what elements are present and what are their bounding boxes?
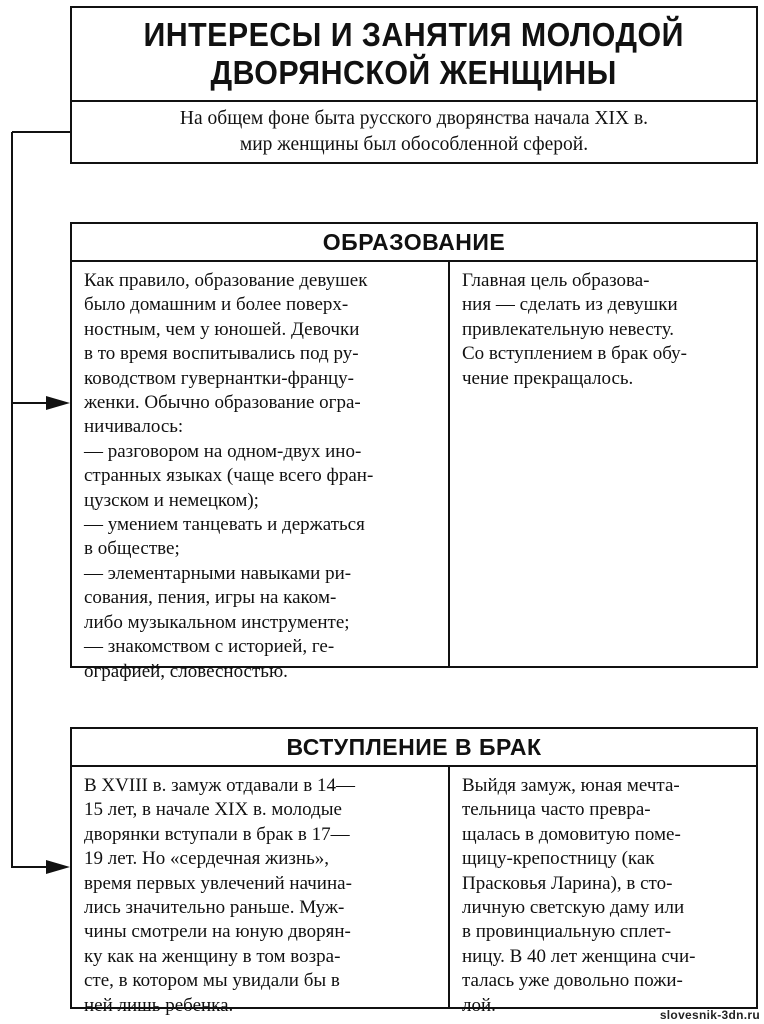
text-line: ницу. В 40 лет женщина счи- — [462, 945, 696, 967]
arrow-to-marriage-head — [46, 860, 70, 874]
text-line: — знакомством с историей, ге- — [84, 636, 335, 658]
text-line: ния — сделать из девушки — [462, 294, 678, 316]
marriage-left-text — [84, 774, 440, 1018]
text-line: Со вступлением в брак обу- — [462, 343, 687, 365]
text-line: — элементарными навыками ри- — [84, 562, 352, 584]
text-line: было домашним и более поверх- — [84, 294, 349, 316]
text-line: сования, пения, игры на каком- — [84, 587, 337, 609]
intro-line-1: На общем фоне быта русского дворянства начала XIX в. — [179, 108, 649, 129]
text-line: в то время воспитывались под ру- — [84, 343, 359, 365]
intro-line-2: мир женщины был обособленной сферой. — [239, 134, 589, 155]
watermark: slovesnik-3dn.ru — [659, 1008, 760, 1022]
text-line: женки. Обычно образование огра- — [84, 392, 361, 414]
text-line: 15 лет, в начале XIX в. молодые — [84, 799, 342, 821]
education-left-text — [84, 269, 440, 684]
education-right-column — [450, 262, 756, 666]
text-line: тельница часто превра- — [462, 799, 651, 821]
text-line: ку как на женщину в том возра- — [84, 945, 341, 967]
page-title — [144, 16, 684, 92]
text-line: ней лишь ребенка. — [84, 994, 234, 1016]
text-line: — умением танцевать и держаться — [84, 514, 365, 536]
text-line: время первых увлечений начина- — [84, 872, 352, 894]
intro-box — [70, 100, 758, 164]
text-line: щалась в домовитую поме- — [462, 823, 681, 845]
text-line: Главная цель образова- — [462, 270, 650, 291]
title-box — [70, 6, 758, 102]
text-line: либо музыкальном инструменте; — [84, 611, 350, 633]
marriage-right-text — [462, 774, 744, 1018]
education-right-text — [462, 269, 744, 391]
education-section — [70, 222, 758, 682]
text-line: странных языках (чаще всего фран- — [84, 465, 374, 487]
text-line: дворянки вступали в брак в 17— — [84, 823, 350, 845]
title-line-2: ДВОРЯНСКОЙ ЖЕНЩИНЫ — [210, 54, 618, 91]
text-line: ководством гувернантки-францу- — [84, 367, 355, 389]
text-line: лись значительно раньше. Муж- — [84, 897, 345, 919]
text-line: цузском и немецком); — [84, 489, 259, 511]
marriage-heading: ВСТУПЛЕНИЕ В БРАК — [72, 729, 756, 767]
education-heading: ОБРАЗОВАНИЕ — [72, 224, 756, 262]
text-line: сте, в котором мы увидали бы в — [84, 970, 340, 992]
arrow-to-education-head — [46, 396, 70, 410]
text-line: В XVIII в. замуж отдавали в 14— — [84, 775, 356, 796]
text-line: щицу-крепостницу (как — [462, 848, 655, 870]
text-line: ографией, словесностью. — [84, 660, 288, 682]
text-line: чение прекращалось. — [462, 367, 634, 389]
text-line: личную светскую даму или — [462, 897, 685, 919]
title-line-1: ИНТЕРЕСЫ И ЗАНЯТИЯ МОЛОДОЙ — [143, 16, 685, 53]
marriage-left-column — [72, 767, 450, 1016]
text-line: привлекательную невесту. — [462, 318, 675, 340]
text-line: 19 лет. Но «сердечная жизнь», — [84, 848, 330, 870]
text-line: талась уже довольно пожи- — [462, 970, 683, 992]
text-line: ничивалось: — [84, 416, 184, 438]
text-line: ностным, чем у юношей. Девочки — [84, 318, 360, 340]
text-line: Выйдя замуж, юная мечта- — [462, 775, 680, 796]
text-line: лой. — [462, 994, 496, 1016]
text-line: в провинциальную сплет- — [462, 921, 672, 943]
text-line: Как правило, образование девушек — [84, 270, 368, 291]
text-line: — разговором на одном-двух ино- — [84, 440, 362, 462]
text-line: чины смотрели на юную дворян- — [84, 921, 351, 943]
education-left-column — [72, 262, 450, 682]
text-line: Прасковья Ларина), в сто- — [462, 872, 673, 894]
intro-text — [114, 106, 714, 158]
text-line: в обществе; — [84, 538, 180, 560]
